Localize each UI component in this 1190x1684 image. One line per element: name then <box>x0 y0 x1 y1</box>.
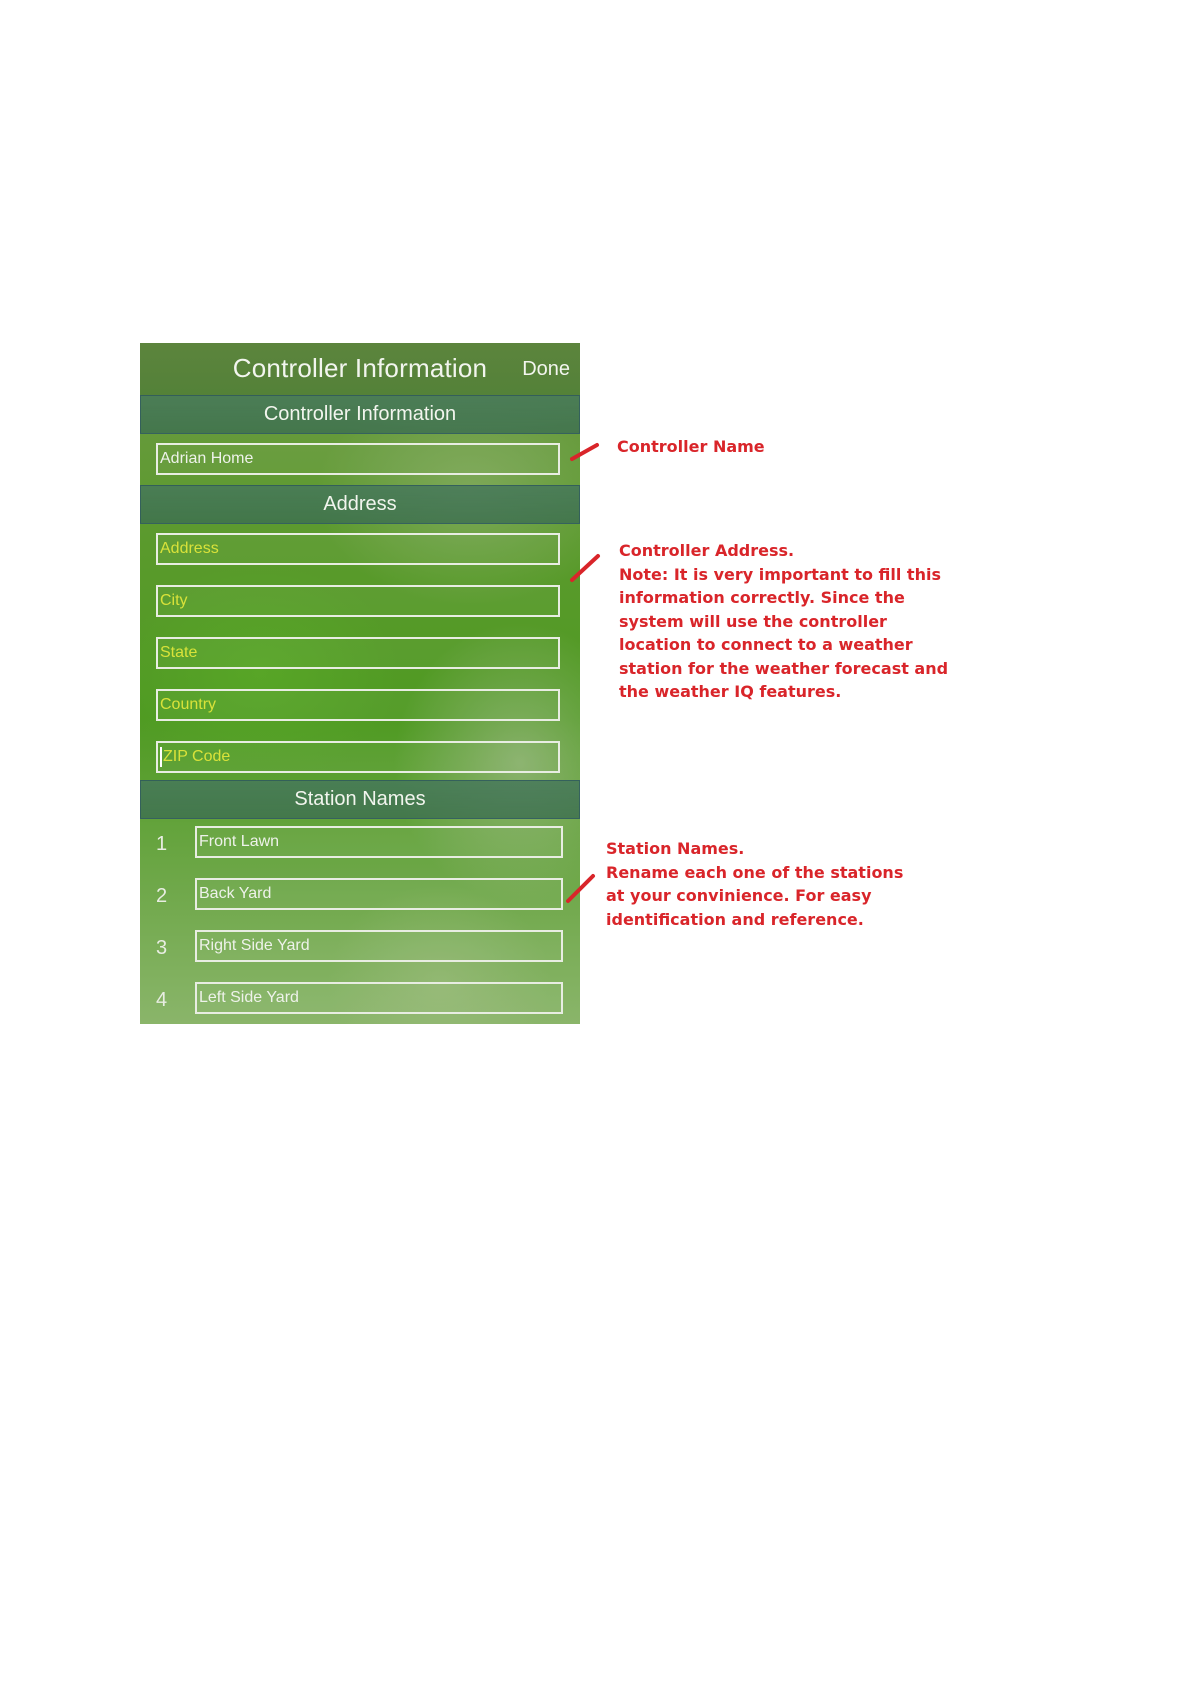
station-number-1: 1 <box>156 833 168 855</box>
section-header-controller-information: Controller Information <box>140 395 580 434</box>
controller-address-pointer <box>572 556 598 580</box>
station-name-value-4: Left Side Yard <box>199 989 299 1006</box>
station-name-value-1: Front Lawn <box>199 833 280 850</box>
page-title: Controller Information <box>232 353 488 383</box>
annotation-controller-address <box>619 539 948 704</box>
annotation-line: the weather IQ features. <box>619 682 842 701</box>
address-placeholder: Address <box>160 540 219 557</box>
station-names-pointer <box>568 876 593 901</box>
section-header-station-names: Station Names <box>140 780 580 819</box>
zip-code-placeholder: ZIP Code <box>163 748 231 765</box>
annotation-line: information correctly. Since the <box>619 588 905 607</box>
annotation-line: Station Names. <box>606 839 745 858</box>
annotation-line: Controller Address. <box>619 541 795 560</box>
annotation-line: at your convinience. For easy <box>606 886 872 905</box>
station-number-4: 4 <box>156 989 168 1011</box>
annotation-line: location to connect to a weather <box>619 635 913 654</box>
controller-name-pointer <box>572 445 597 459</box>
annotation-line: Rename each one of the stations <box>606 862 904 882</box>
done-button[interactable]: Done <box>522 358 570 380</box>
annotation-line: Note: It is very important to fill this <box>619 564 941 584</box>
station-number-3: 3 <box>156 937 168 959</box>
country-placeholder: Country <box>160 696 217 713</box>
station-number-2: 2 <box>156 885 168 907</box>
annotation-station-names <box>606 837 903 931</box>
section-header-address: Address <box>140 485 580 524</box>
annotation-line: system will use the controller <box>619 611 887 631</box>
station-name-value-3: Right Side Yard <box>199 937 310 954</box>
annotation-line: identification and reference. <box>606 909 864 929</box>
station-name-value-2: Back Yard <box>199 885 272 902</box>
controller-name-value: Adrian Home <box>160 450 254 467</box>
annotation-controller-name: Controller Name <box>617 437 765 456</box>
state-placeholder: State <box>160 644 198 661</box>
city-placeholder: City <box>160 592 188 609</box>
annotation-line: station for the weather forecast and <box>619 658 949 678</box>
